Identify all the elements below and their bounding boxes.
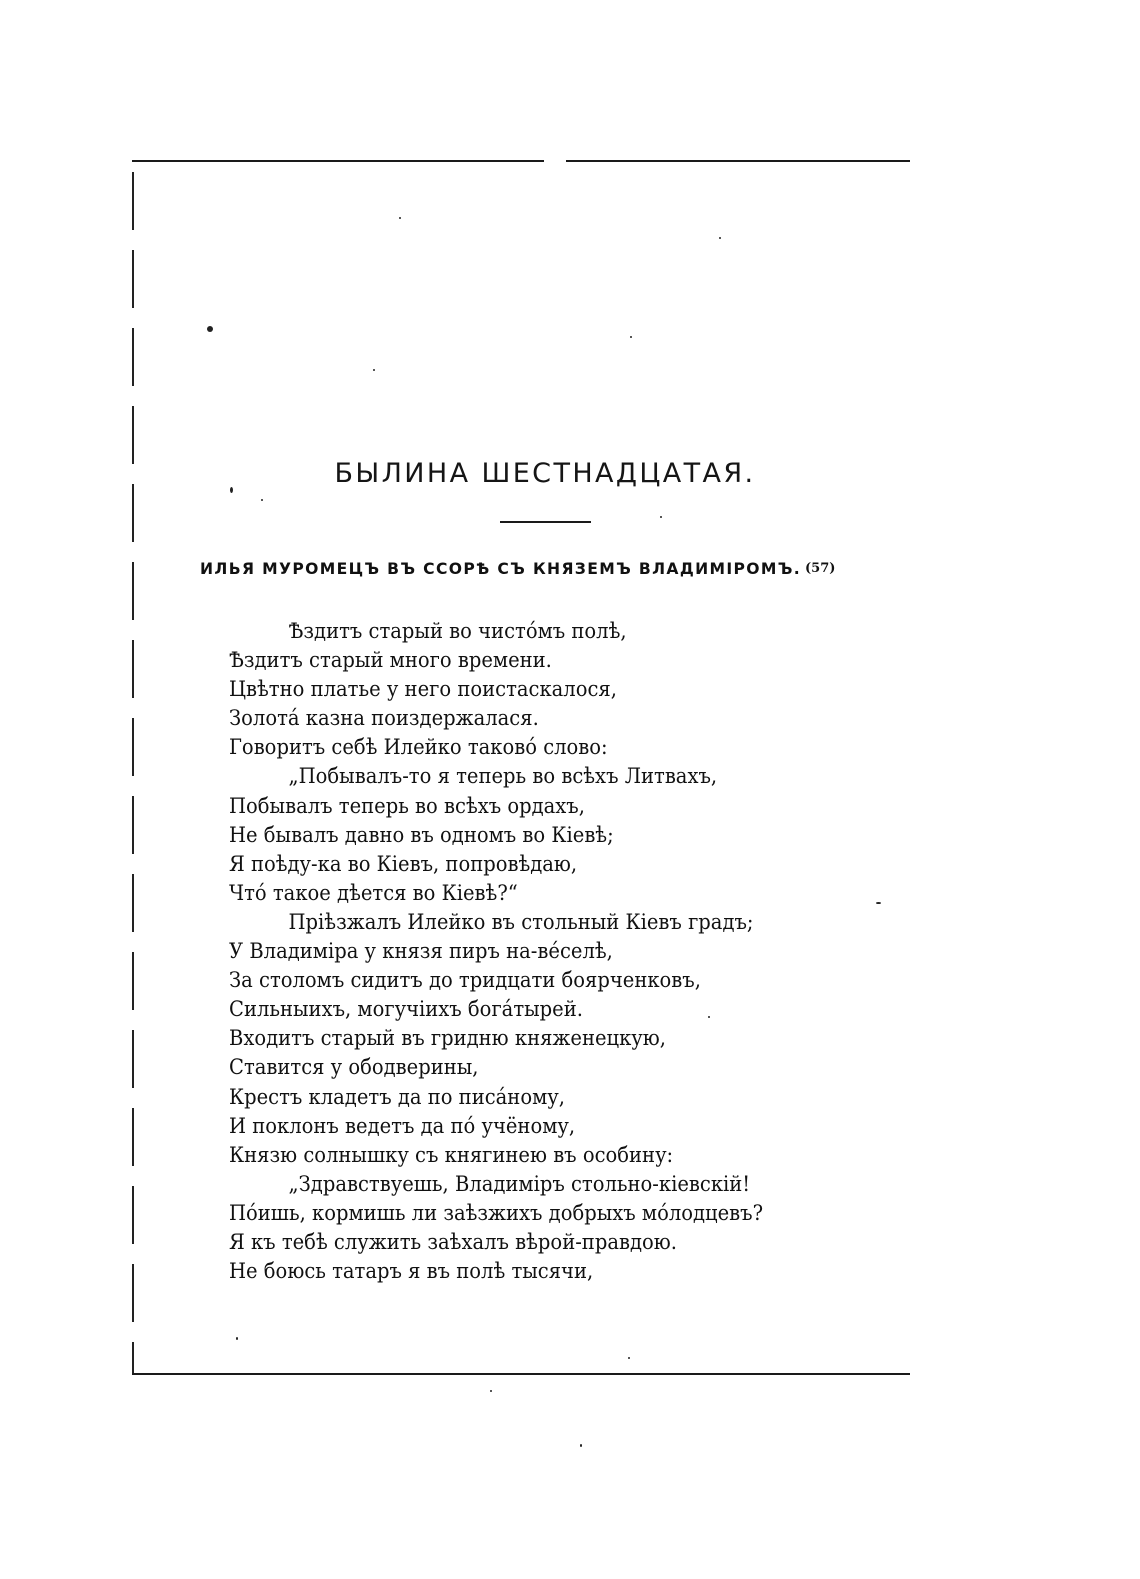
bottom-frame-rule xyxy=(132,1373,910,1375)
ink-speck xyxy=(580,1444,582,1447)
verse-line: Пóишь, кормишь ли заѣзжихъ добрыхъ мóлодцевъ? xyxy=(229,1200,764,1225)
verse-line: Я поѣду-ка во Кіевъ, попровѣдаю, xyxy=(229,851,578,876)
verse-line: Чтó такое дѣется во Кіевѣ?“ xyxy=(229,880,518,905)
verse-line: Ѣздитъ старый много времени. xyxy=(229,648,552,673)
ink-speck xyxy=(630,336,632,338)
ink-speck xyxy=(660,516,662,518)
verse-line: Князю солнышку съ княгинею въ особину: xyxy=(229,1142,674,1167)
subtitle-text: ИЛЬЯ МУРОМЕЦЪ ВЪ ССОРѢ СЪ КНЯЗЕМЪ ВЛАДИМІРОМЪ. xyxy=(200,560,802,578)
verse-line: Ѣздитъ старый во чистóмъ полѣ, xyxy=(288,619,627,643)
verse-line: Золотá казна поиздержалася. xyxy=(229,706,539,731)
verse-line: Пріѣзжалъ Илейко въ стольный Кіевъ градъ; xyxy=(288,909,754,934)
verse-line: Сильныихъ, могучіихъ богáтырей. xyxy=(229,997,583,1022)
verse-line: Побывалъ теперь во всѣхъ ордахъ, xyxy=(229,793,585,818)
verse-line: У Владиміра у князя пиръ на-вéселѣ, xyxy=(229,939,613,964)
left-frame-rule xyxy=(132,172,134,1374)
top-frame-rule xyxy=(132,160,910,162)
verse-line: За столомъ сидитъ до тридцати боярченковъ, xyxy=(229,968,701,993)
verse-line: Крестъ кладетъ да по писáному, xyxy=(229,1084,565,1109)
ink-speck xyxy=(261,499,263,501)
ink-speck xyxy=(373,369,375,371)
ink-speck xyxy=(207,326,213,332)
chapter-title: БЫЛИНА ШЕСТНАДЦАТАЯ. xyxy=(334,458,756,489)
title-divider xyxy=(500,521,591,523)
ink-speck xyxy=(230,487,233,493)
verse-line: Не бывалъ давно въ одномъ во Кіевѣ; xyxy=(229,822,614,847)
verse-line: Цвѣтно платье у него поистаскалося, xyxy=(229,677,617,702)
ink-speck xyxy=(628,1357,630,1359)
verse-line: „Здравствуешь, Владиміръ стольно-кіевскій! xyxy=(288,1171,751,1196)
ink-speck xyxy=(719,237,721,239)
verse-line: Входитъ старый въ гридню княженецкую, xyxy=(229,1026,667,1051)
verse-line: И поклонъ ведетъ да пó учёному, xyxy=(229,1113,576,1138)
top-rule-gap xyxy=(544,158,566,164)
ink-speck xyxy=(399,217,401,219)
footnote-reference: (57) xyxy=(805,561,836,576)
ink-speck xyxy=(236,1337,238,1340)
verse-line: „Побывалъ-то я теперь во всѣхъ Литвахъ, xyxy=(288,764,718,789)
verse-line: Ставится у ободверины, xyxy=(229,1055,479,1080)
ink-speck xyxy=(490,1390,492,1392)
verse-line: Я къ тебѣ служить заѣхалъ вѣрой-правдою. xyxy=(229,1229,677,1254)
verse-line: Не боюсь татаръ я въ полѣ тысячи, xyxy=(229,1259,594,1284)
chapter-subtitle xyxy=(200,560,900,578)
verse-block xyxy=(229,617,909,1286)
verse-line: Говоритъ себѣ Илейко таковó слово: xyxy=(229,735,608,760)
